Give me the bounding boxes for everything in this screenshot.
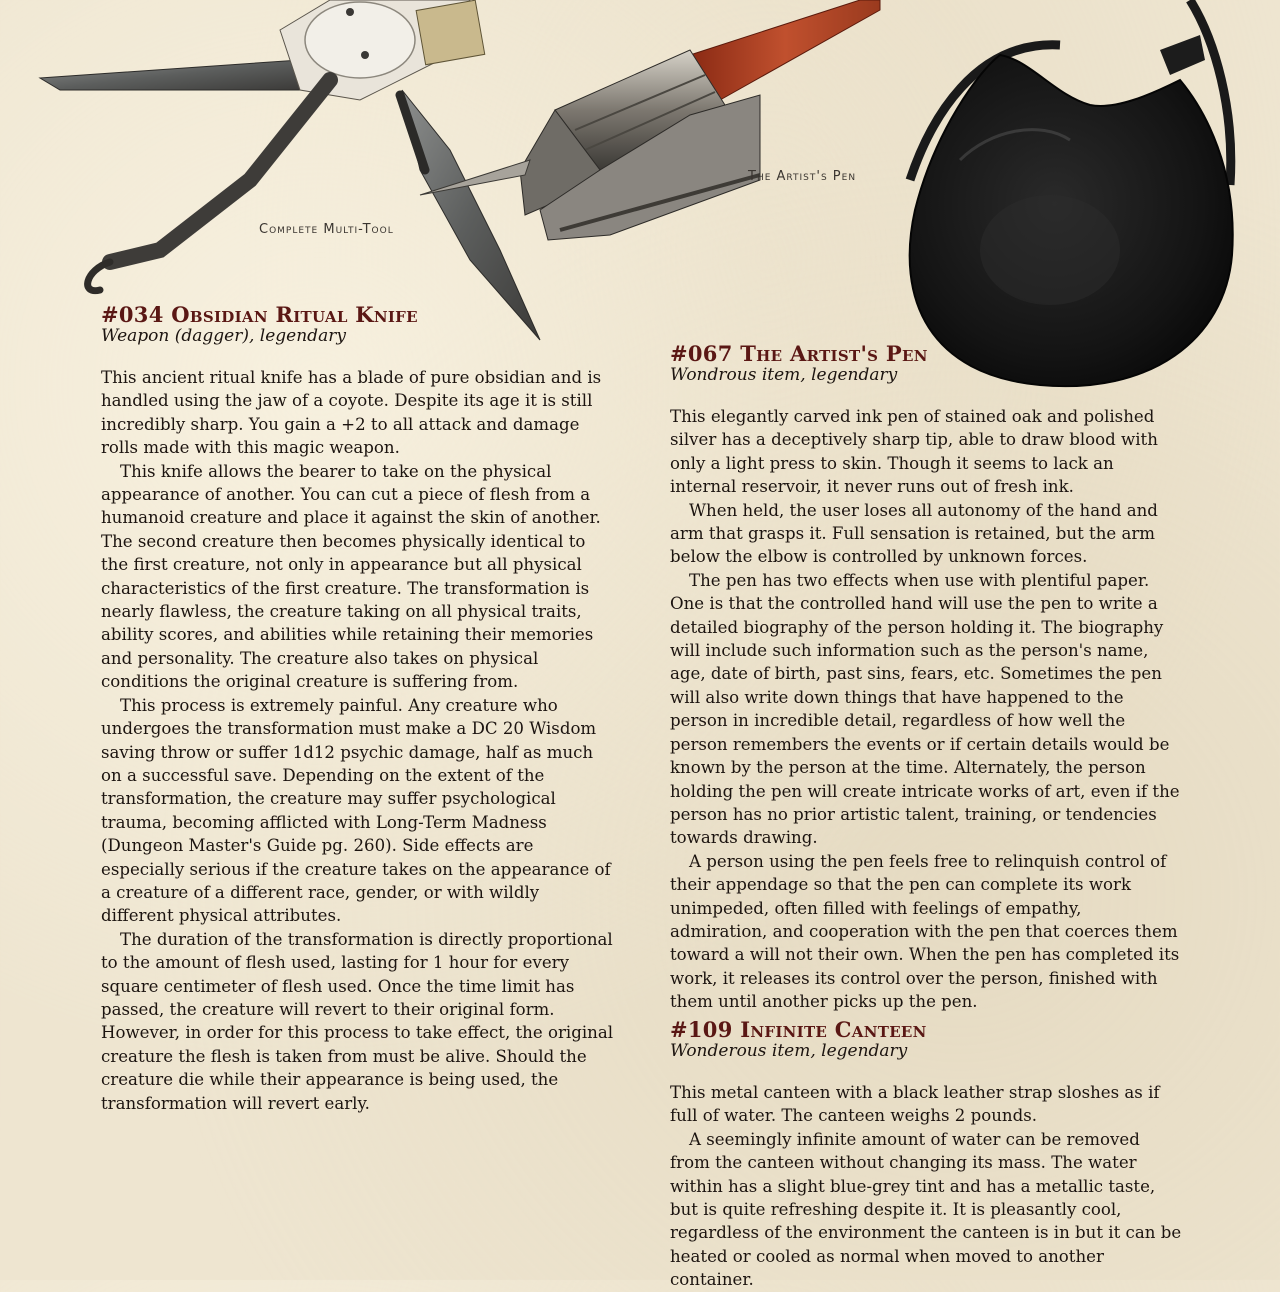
item-subtitle: Wondrous item, legendary	[670, 365, 898, 385]
multi-tool-illustration	[40, 0, 540, 340]
item-paragraph: This process is extremely painful. Any creature who undergoes the transformation must make a DC 20 Wisdom saving throw or suffer 1d12 psychic damage, half as much on a successful save. Depending on the extent of the transformation, the creature may suffer psychological trauma, becoming afflicted with Long-Term Madness (Dungeon Master's Guide pg. 260). Side effects are especially serious if the creature takes on the appearance of a creature of a different race, gender, or with wildly different physical attributes.	[101, 695, 611, 926]
item-paragraph: This elegantly carved ink pen of stained oak and polished silver has a deceptively sharp tip, able to draw blood with only a light press to skin. Though it seems to lack an internal reservoir, it never runs out of fresh ink.	[670, 407, 1158, 497]
item-paragraph: The duration of the transformation is directly proportional to the amount of flesh used, lasting for 1 hour for every square centimeter of flesh used. Once the time limit has passed, the creature will revert to their original form. However, in order for this process to take effect, the original creature the flesh is taken from must be alive. Should the creature die while their appearance is being used, the transformation will revert early.	[101, 929, 614, 1113]
item-infinite-canteen	[670, 1018, 1182, 1292]
item-paragraph: This metal canteen with a black leather strap sloshes as if full of water. The canteen weighs 2 pounds.	[670, 1083, 1160, 1126]
item-paragraph: The pen has two effects when use with plentiful paper. One is that the controlled hand will use the pen to write a detailed biography of the person holding it. The biography will include such information such as the person's name, age, date of birth, past sins, fears, etc. Sometimes the pen will also write down things that have happened to the person in incredible detail, regardless of how well the person remembers the events or if certain details would be known by the person at the time. Alternately, the person holding the pen will create intricate works of art, even if the person has no prior artistic talent, training, or tendencies towards drawing.	[670, 570, 1180, 848]
item-artists-pen	[670, 342, 1182, 1014]
artists-pen-illustration	[420, 0, 880, 240]
item-paragraph: This ancient ritual knife has a blade of pure obsidian and is handled using the jaw of a coyote. Despite its age it is still incredibly sharp. You gain a +2 to all attack and damage rolls made with this magic weapon.	[101, 368, 602, 458]
infinite-canteen-illustration	[910, 0, 1233, 386]
item-paragraph: A person using the pen feels free to relinquish control of their appendage so that the pen can complete its work unimpeded, often filled with feelings of empathy, admiration, and cooperation with the pen that coerces them toward a will not their own. When the pen has completed its work, it releases its control over the person, finished with them until another picks up the pen.	[670, 851, 1180, 1012]
item-heading: #067 The Artist's Pen	[670, 341, 928, 366]
item-subtitle: Wonderous item, legendary	[670, 1041, 908, 1061]
item-heading: #109 Infinite Canteen	[670, 1017, 927, 1042]
caption-multi-tool: Complete Multi-Tool	[259, 222, 394, 237]
item-paragraph: This knife allows the bearer to take on the physical appearance of another. You can cut a piece of flesh from a humanoid creature and place it against the skin of another. The second creature then becomes physically identical to the first creature, not only in appearance but all physical characteristics of the first creature. The transformation is nearly flawless, the creature taking on all physical traits, ability scores, and abilities while retaining their memories and personality. The creature also takes on physical conditions the original creature is suffering from.	[101, 461, 601, 692]
item-obsidian-ritual-knife	[101, 303, 615, 1115]
caption-artists-pen: The Artist's Pen	[748, 169, 857, 184]
item-paragraph: A seemingly infinite amount of water can be removed from the canteen without changing its mass. The water within has a slight blue-grey tint and has a metallic taste, but is quite refreshing despite it. It is pleasantly cool, regardless of the environment the canteen is in but it can be heated or cooled as normal when moved to another container.	[670, 1129, 1182, 1290]
item-heading: #034 Obsidian Ritual Knife	[101, 302, 418, 327]
item-paragraph: When held, the user loses all autonomy of the hand and arm that grasps it. Full sensation is retained, but the arm below the elbow is controlled by unknown forces.	[670, 500, 1158, 567]
item-subtitle: Weapon (dagger), legendary	[101, 326, 346, 346]
